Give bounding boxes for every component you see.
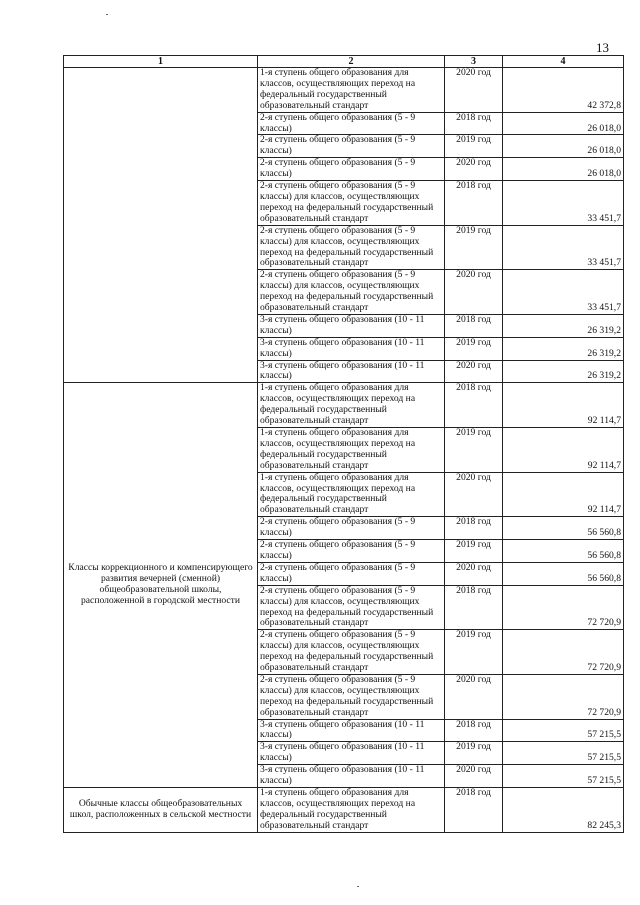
header-row	[64, 56, 624, 68]
education-level-cell: 2-я ступень общего образования (5 - 9 классы) для классов, осуществляющих переход на федеральный государственный образовательный стандарт	[258, 674, 445, 719]
education-level-cell: 2-я ступень общего образования (5 - 9 классы) для классов, осуществляющих переход на федеральный государственный образовательный стандарт	[258, 585, 445, 630]
table-row	[64, 788, 624, 833]
amount-cell: 56 560,8	[503, 562, 624, 585]
column-header-2: 2	[258, 56, 445, 68]
year-cell: 2018 год	[445, 788, 503, 833]
year-cell: 2019 год	[445, 225, 503, 270]
education-level-cell: 2-я ступень общего образования (5 - 9 классы) для классов, осуществляющих переход на федеральный государственный образовательный стандарт	[258, 270, 445, 315]
amount-cell: 56 560,8	[503, 540, 624, 563]
amount-cell: 72 720,9	[503, 630, 624, 675]
year-cell: 2019 год	[445, 135, 503, 158]
amount-cell: 33 451,7	[503, 270, 624, 315]
scan-speck	[357, 886, 359, 887]
education-level-cell: 2-я ступень общего образования (5 - 9 классы)	[258, 540, 445, 563]
amount-cell: 56 560,8	[503, 517, 624, 540]
amount-cell: 33 451,7	[503, 181, 624, 226]
year-cell: 2019 год	[445, 428, 503, 473]
table-body	[64, 68, 624, 833]
education-level-cell: 3-я ступень общего образования (10 - 11 классы)	[258, 719, 445, 742]
year-cell: 2020 год	[445, 765, 503, 788]
amount-cell: 26 319,2	[503, 314, 624, 337]
education-level-cell: 3-я ступень общего образования (10 - 11 классы)	[258, 314, 445, 337]
education-level-cell: 2-я ступень общего образования (5 - 9 классы) для классов, осуществляющих переход на федеральный государственный образовательный стандарт	[258, 225, 445, 270]
category-cell: Классы коррекционного и компенсирующего развития вечерней (сменной) общеобразовательной школы, расположенной в городской местности	[64, 383, 258, 788]
table-row	[64, 68, 624, 113]
education-level-cell: 2-я ступень общего образования (5 - 9 классы)	[258, 112, 445, 135]
amount-cell: 42 372,8	[503, 68, 624, 113]
education-level-cell: 3-я ступень общего образования (10 - 11 классы)	[258, 742, 445, 765]
year-cell: 2020 год	[445, 360, 503, 383]
year-cell: 2019 год	[445, 337, 503, 360]
year-cell: 2018 год	[445, 517, 503, 540]
education-level-cell: 2-я ступень общего образования (5 - 9 классы)	[258, 517, 445, 540]
amount-cell: 72 720,9	[503, 585, 624, 630]
year-cell: 2018 год	[445, 181, 503, 226]
year-cell: 2018 год	[445, 112, 503, 135]
amount-cell: 26 018,0	[503, 158, 624, 181]
year-cell: 2018 год	[445, 314, 503, 337]
year-cell: 2020 год	[445, 472, 503, 517]
education-level-cell: 1-я ступень общего образования для классов, осуществляющих переход на федеральный государственный образовательный стандарт	[258, 68, 445, 113]
amount-cell: 82 245,3	[503, 788, 624, 833]
amount-cell: 72 720,9	[503, 674, 624, 719]
amount-cell: 92 114,7	[503, 472, 624, 517]
amount-cell: 92 114,7	[503, 428, 624, 473]
table-row	[64, 383, 624, 428]
category-cell	[64, 68, 258, 383]
amount-cell: 57 215,5	[503, 742, 624, 765]
education-level-cell: 2-я ступень общего образования (5 - 9 классы)	[258, 135, 445, 158]
column-header-3: 3	[445, 56, 503, 68]
education-level-cell: 2-я ступень общего образования (5 - 9 классы) для классов, осуществляющих переход на федеральный государственный образовательный стандарт	[258, 630, 445, 675]
education-level-cell: 1-я ступень общего образования для классов, осуществляющих переход на федеральный государственный образовательный стандарт	[258, 472, 445, 517]
amount-cell: 26 018,0	[503, 112, 624, 135]
year-cell: 2020 год	[445, 270, 503, 315]
page-number: 13	[596, 40, 609, 55]
scan-speck	[106, 14, 108, 15]
column-header-4: 4	[503, 56, 624, 68]
category-cell: Обычные классы общеобразовательных школ, расположенных в сельской местности	[64, 788, 258, 833]
education-level-cell: 1-я ступень общего образования для классов, осуществляющих переход на федеральный государственный образовательный стандарт	[258, 383, 445, 428]
column-header-1: 1	[64, 56, 258, 68]
education-level-cell: 3-я ступень общего образования (10 - 11 классы)	[258, 360, 445, 383]
year-cell: 2020 год	[445, 674, 503, 719]
education-level-cell: 3-я ступень общего образования (10 - 11 классы)	[258, 337, 445, 360]
education-level-cell: 2-я ступень общего образования (5 - 9 классы)	[258, 562, 445, 585]
year-cell: 2019 год	[445, 630, 503, 675]
year-cell: 2020 год	[445, 562, 503, 585]
education-level-cell: 2-я ступень общего образования (5 - 9 классы) для классов, осуществляющих переход на федеральный государственный образовательный стандарт	[258, 181, 445, 226]
year-cell: 2019 год	[445, 540, 503, 563]
tariff-table	[63, 55, 624, 833]
amount-cell: 26 319,2	[503, 337, 624, 360]
education-level-cell: 1-я ступень общего образования для классов, осуществляющих переход на федеральный государственный образовательный стандарт	[258, 428, 445, 473]
amount-cell: 26 319,2	[503, 360, 624, 383]
year-cell: 2020 год	[445, 68, 503, 113]
education-level-cell: 3-я ступень общего образования (10 - 11 классы)	[258, 765, 445, 788]
year-cell: 2020 год	[445, 158, 503, 181]
amount-cell: 57 215,5	[503, 719, 624, 742]
year-cell: 2019 год	[445, 742, 503, 765]
amount-cell: 33 451,7	[503, 225, 624, 270]
year-cell: 2018 год	[445, 585, 503, 630]
education-level-cell: 2-я ступень общего образования (5 - 9 классы)	[258, 158, 445, 181]
year-cell: 2018 год	[445, 719, 503, 742]
year-cell: 2018 год	[445, 383, 503, 428]
amount-cell: 57 215,5	[503, 765, 624, 788]
amount-cell: 92 114,7	[503, 383, 624, 428]
education-level-cell: 1-я ступень общего образования для классов, осуществляющих переход на федеральный государственный образовательный стандарт	[258, 788, 445, 833]
amount-cell: 26 018,0	[503, 135, 624, 158]
